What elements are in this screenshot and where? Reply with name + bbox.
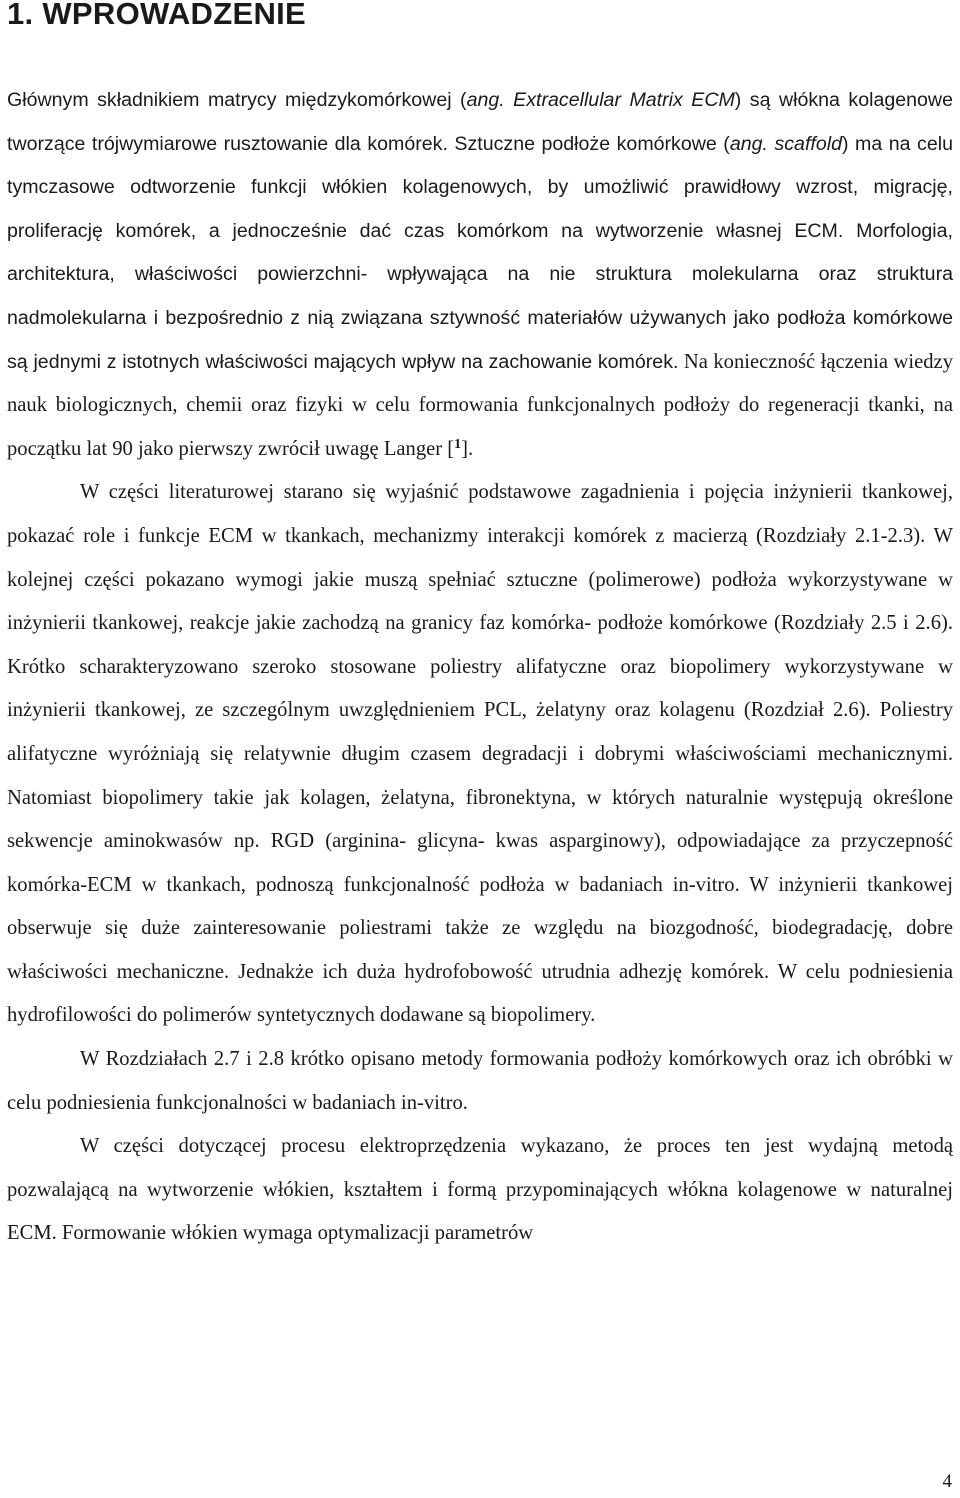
intro-text-c: ) ma na celu tymczasowe odtworzenie funkcji włókien kolagenowych, by umożliwić prawidłowy wzrost, migrację, proliferację komórek, a jednocześnie dać czas komórkom na wytworzenie własnej ECM.: [7, 132, 953, 242]
intro-text-morphology: Morfologia, architektura, właściwości powierzchni- wpływająca na nie struktura molekularna oraz struktura nadmolekularna i bezpośrednio z nią związana sztywność materiałów używanych jako podłoża komórkowe są jednymi z istotnych właściwości mających wpływ na zachowanie komórek.: [7, 219, 953, 373]
paragraph-methods: W Rozdziałach 2.7 i 2.8 krótko opisano metody formowania podłoży komórkowych oraz ich obróbki w celu podniesienia funkcjonalności w badaniach in-vitro.: [7, 1048, 953, 1114]
intro-text-langer: Na konieczność łączenia wiedzy nauk biologicznych, chemii oraz fizyki w celu formowania funkcjonalnych podłoży do regeneracji tkanki, na początku lat 90 jako pierwszy zwrócił uwagę Langer [: [7, 350, 953, 460]
paragraph-literature: W części literaturowej starano się wyjaśnić podstawowe zagadnienia i pojęcia inżynierii tkankowej, pokazać role i funkcje ECM w tkankach, mechanizmy interakcji komórek z macierzą (Rozdziały 2.1-2.3). W kolejnej części pokazano wymogi jakie muszą spełniać sztuczne (polimerowe) podłoża wykorzystywane w inżynierii tkankowej, reakcje jakie zachodzą na granicy faz komórka- podłoże komórkowe (Rozdziały 2.5 i 2.6). Krótko scharakteryzowano szeroko stosowane poliestry alifatyczne oraz biopolimery wykorzystywane w inżynierii tkankowej, ze szczególnym uwzględnieniem PCL, żelatyny oraz kolagenu (Rozdział 2.6). Poliestry alifatyczne wyróżniają się relatywnie długim czasem degradacji i dobrymi właściwościami mechanicznymi. Natomiast biopolimery takie jak kolagen, żelatyna, fibronektyna, w których naturalnie występują określone sekwencje aminokwasów np. RGD (arginina- glicyna- kwas asparginowy), odpowiadające za przyczepność komórka-ECM w tkankach, podnoszą funkcjonalność podłoża w badaniach in-vitro. W inżynierii tkankowej obserwuje się duże zainteresowanie poliestrami także ze względu na biozgodność, biodegradację, dobre właściwości mechaniczne. Jednakże ich duża hydrofobowość utrudnia adhezję komórek. W celu podniesienia hydrofilowości do polimerów syntetycznych dodawane są biopolimery.: [7, 481, 953, 1027]
intro-text-a: Głównym składnikiem matrycy międzykomórkowej (: [7, 89, 467, 111]
section-heading: 1. WPROWADZENIE: [7, 0, 307, 31]
intro-text-b: ) są włókna kolagenowe tworzące trójwymiarowe rusztowanie dla komórek. Sztuczne podłoże komórkowe (: [7, 89, 953, 155]
intro-italic-term-scaffold: ang. scaffold: [729, 132, 842, 155]
page-number: 4: [942, 1471, 952, 1492]
body-text: [7, 79, 953, 1256]
paragraph-intro: [7, 79, 953, 471]
reference-marker: 1: [454, 436, 462, 452]
intro-italic-term-ecm: ang. Extracellular Matrix ECM: [466, 89, 735, 111]
intro-text-end: ].: [461, 437, 474, 460]
paragraph-electrospinning: W części dotyczącej procesu elektroprzędzenia wykazano, że proces ten jest wydajną metodą pozwalającą na wytworzenie włókien, kształtem i formą przypominających włókna kolagenowe w naturalnej ECM. Formowanie włókien wymaga optymalizacji parametrów: [7, 1135, 953, 1245]
intro-text-part-1: [7, 89, 953, 242]
